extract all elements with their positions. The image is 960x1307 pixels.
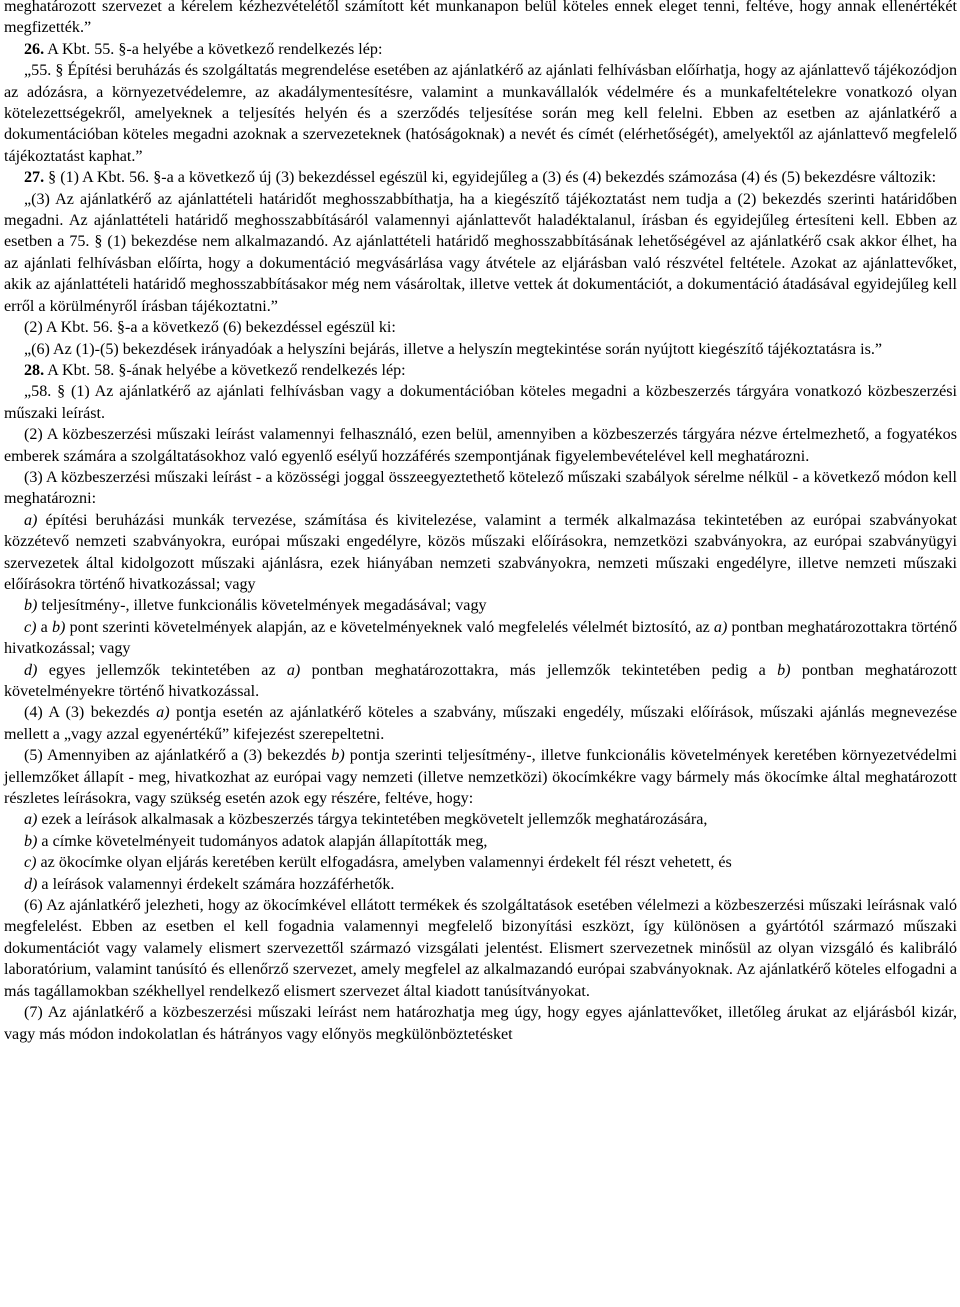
point-marker: c) [24,618,37,636]
paragraph-text: „58. § (1) Az ajánlatkérő az ajánlati felhívásban vagy a dokumentációban köteles megadni a közbeszerzés tárgyára vonatkozó közbeszerzési műszaki leírást. [4,383,957,422]
paragraph-text: építési beruházási munkák tervezése, számítása és kivitelezése, valamint a termék alkalmazása tekintetében az európai szabványokat közzétevő nemzeti szabványokra, európai műszaki engedélyre, közös műszaki előírásokra, nemzetközi szabványokra, az európai szabványügyi szervezetek által kidolgozott műszaki ajánlásra, ezek hiányában nemzeti szabványokra, nemzeti műszaki engedélyre, illetve nemzeti műszaki előírásokra történő hivatkozással; vagy [4,511,957,593]
point-marker: a) [24,811,38,829]
paragraph-text: a címke követelményeit tudományos adatok alapján állapították meg, [37,832,488,850]
point-marker: a) [156,704,170,722]
paragraph [4,874,957,895]
point-marker: b) [24,832,38,850]
paragraph-text: ezek a leírások alkalmasak a közbeszerzés tárgya tekintetében megkövetelt jellemzők meghatározására, [37,811,708,829]
point-marker: d) [24,875,38,893]
paragraph-text: (5) Amennyiben az ajánlatkérő a (3) bekezdés [24,747,332,765]
paragraph-text: (6) Az ajánlatkérő jelezheti, hogy az ökocímkével ellátott termékek és szolgáltatások esetében vélelmezi a közbeszerzési műszaki leírásnak való megfelelést. Ebben az esetben el kell fogadnia valamennyi megfelelő bizonyítási eszközt, így különösen a gyártótól származó műszaki dokumentációt vagy valamely elismert szervezettől származó vizsgálati jelentést. Elismert szervezetnek minősül az olyan vizsgáló és kalibráló laboratórium, valamint tanúsító és ellenőrző szervezet, amely megfelel az alkalmazandó európai szabványoknak. Az ajánlatkérő köteles elfogadni a más tagállamokban székhellyel rendelkező elismert szervezet által kiadott tanúsítványokat. [4,897,957,1000]
paragraph [4,831,957,852]
section-number: 26. [24,40,45,58]
paragraph [4,745,957,809]
paragraph-text: pontja szerinti teljesítmény-, illetve funkcionális követelmények keretében környezetvédelmi jellemzőket állapít - meg, hivatkozhat az európai vagy nemzeti (illetve nemzetközi) ökocímkékre vagy bármely más ökocímke által meghatározott részletes leírásokra, vagy szükség esetén azok egy részére, feltéve, hogy: [4,747,957,808]
point-marker: a) [24,511,38,529]
paragraph-text: „55. § Építési beruházás és szolgáltatás megrendelése esetében az ajánlatkérő az ajánlati felhívásban előírhatja, hogy az ajánlattevő tájékozódjon az adózásra, a környezetvédelemre, az akadálymentesítésre, valamint a munkavállalók védelmére és a munkafeltételekre vonatkozó olyan kötelezettségekről, amelyeknek a teljesítés helyén és a szerződés teljesítése során meg kell felelni. Ebben az esetben az ajánlatkérő a dokumentációban köteles megadni azoknak a szervezeteknek (hatóságoknak) a nevét és címét (elérhetőségét), amelyektől az ajánlattevő megfelelő tájékoztatást kaphat.” [4,62,957,165]
paragraph-text: meghatározott szervezet a kérelem kézhezvételétől számított két munkanapon belül köteles ennek eleget tenni, feltéve, hogy annak ellenértékét megfizették.” [4,0,957,37]
point-marker: d) [24,661,38,679]
point-marker: b) [331,747,345,765]
paragraph-text: A Kbt. 58. §-ának helyébe a következő rendelkezés lép: [44,361,406,379]
paragraph [4,189,957,317]
paragraph-text: a [36,618,52,636]
paragraph-text: pontban meghatározottakra történő hivatkozással; vagy [4,618,957,658]
paragraph-text: pont szerinti követelmények alapján, az e követelményeknek való megfelelés vélelmét biztosító, az [65,618,714,636]
paragraph [4,595,957,616]
paragraph [4,895,957,1002]
paragraph [4,167,957,188]
paragraph-text: egyes jellemzők tekintetében az [37,661,287,679]
paragraph [4,0,957,39]
paragraph [4,809,957,830]
point-marker: a) [286,661,301,679]
paragraph [4,381,957,424]
paragraph [4,360,957,381]
paragraph-text: „(6) Az (1)-(5) bekezdések irányadóak a helyszíni bejárás, illetve a helyszín megtekintése során nyújtott kiegészítő tájékoztatásra is.” [24,340,882,358]
paragraph [4,339,957,360]
paragraph [4,467,957,510]
paragraph-text: pontban meghatározottakra, más jellemzők tekintetében pedig a [300,661,778,679]
point-marker: c) [24,854,37,872]
paragraph-text: A Kbt. 55. §-a helyébe a következő rendelkezés lép: [44,40,383,58]
document-body [4,0,957,1045]
point-marker: b) [777,661,791,679]
paragraph [4,317,957,338]
section-number: 28. [24,361,45,379]
paragraph [4,424,957,467]
paragraph-text: „(3) Az ajánlatkérő az ajánlattételi határidőt meghosszabbíthatja, ha a kiegészítő tájékoztatást nem tudja a (2) bekezdés szerinti határidőben megadni. Az ajánlattételi határidő meghosszabbításáról valamennyi ajánlattevőt haladéktalanul, írásban és egyidejűleg értesíteni kell. Ebben az esetben a 75. § (1) bekezdése nem alkalmazandó. Az ajánlattételi határidő meghosszabbításának lehetőségével az ajánlatkérő csak akkor élhet, ha az ajánlati felhívásban előírta, hogy a dokumentáció megvásárlása vagy átvétele az eljárásban való részvétel feltétele. Azokat az ajánlattevőket, akik az ajánlattételi határidő meghosszabbításakor még nem vásároltak, illetve vettek át dokumentációt, a dokumentáció átadásával egyidejűleg kell erről a körülményről írásban tájékoztatni.” [4,190,957,315]
paragraph-text: pontja esetén az ajánlatkérő köteles a szabvány, műszaki engedély, műszaki előírások, műszaki ajánlás megnevezése mellett a „vagy azzal egyenértékű” kifejezést szerepeltetni. [4,704,957,743]
paragraph-text: a leírások valamennyi érdekelt számára hozzáférhetők. [37,875,395,893]
paragraph [4,617,957,660]
paragraph [4,660,957,703]
point-marker: a) [713,618,728,636]
paragraph-text: § (1) A Kbt. 56. §-a a következő új (3) bekezdéssel egészül ki, egyidejűleg a (3) és (4) bekezdés számozása (4) és (5) bekezdésre változik: [44,169,937,187]
paragraph [4,1002,957,1045]
paragraph-text: az ökocímke olyan eljárás keretében került elfogadásra, amelyben valamennyi érdekelt fél részt vehetett, és [36,854,732,872]
paragraph-text: teljesítmény-, illetve funkcionális követelmények megadásával; vagy [37,597,487,615]
paragraph-text: (7) Az ajánlatkérő a közbeszerzési műszaki leírást nem határozhatja meg úgy, hogy egyes ajánlattevőket, illetőleg árukat az eljárásból kizár, vagy más módon indokolatlan és hátrányos vagy előnyös megkülönböztetésket [4,1004,957,1043]
paragraph [4,510,957,596]
paragraph-text: (2) A Kbt. 56. §-a a következő (6) bekezdéssel egészül ki: [24,319,396,337]
paragraph [4,60,957,167]
point-marker: b) [24,597,38,615]
paragraph-text: (3) A közbeszerzési műszaki leírást - a közösségi joggal összeegyeztethető kötelező műszaki szabályok sérelme nélkül - a következő módon kell meghatározni: [4,468,957,508]
paragraph [4,39,957,60]
paragraph [4,852,957,873]
paragraph-text: (4) A (3) bekezdés [24,704,157,722]
point-marker: b) [52,618,66,636]
paragraph [4,702,957,745]
section-number: 27. [24,169,45,187]
paragraph-text: pontban meghatározott követelményekre történő hivatkozással. [4,661,958,700]
paragraph-text: (2) A közbeszerzési műszaki leírást valamennyi felhasználó, ezen belül, amennyiben a közbeszerzés tárgyára nézve értelmezhető, a fogyatékos emberek számára a szolgáltatásokhoz való egyenlő esélyű hozzáférés szempontjának figyelembevételével kell meghatározni. [4,426,957,465]
